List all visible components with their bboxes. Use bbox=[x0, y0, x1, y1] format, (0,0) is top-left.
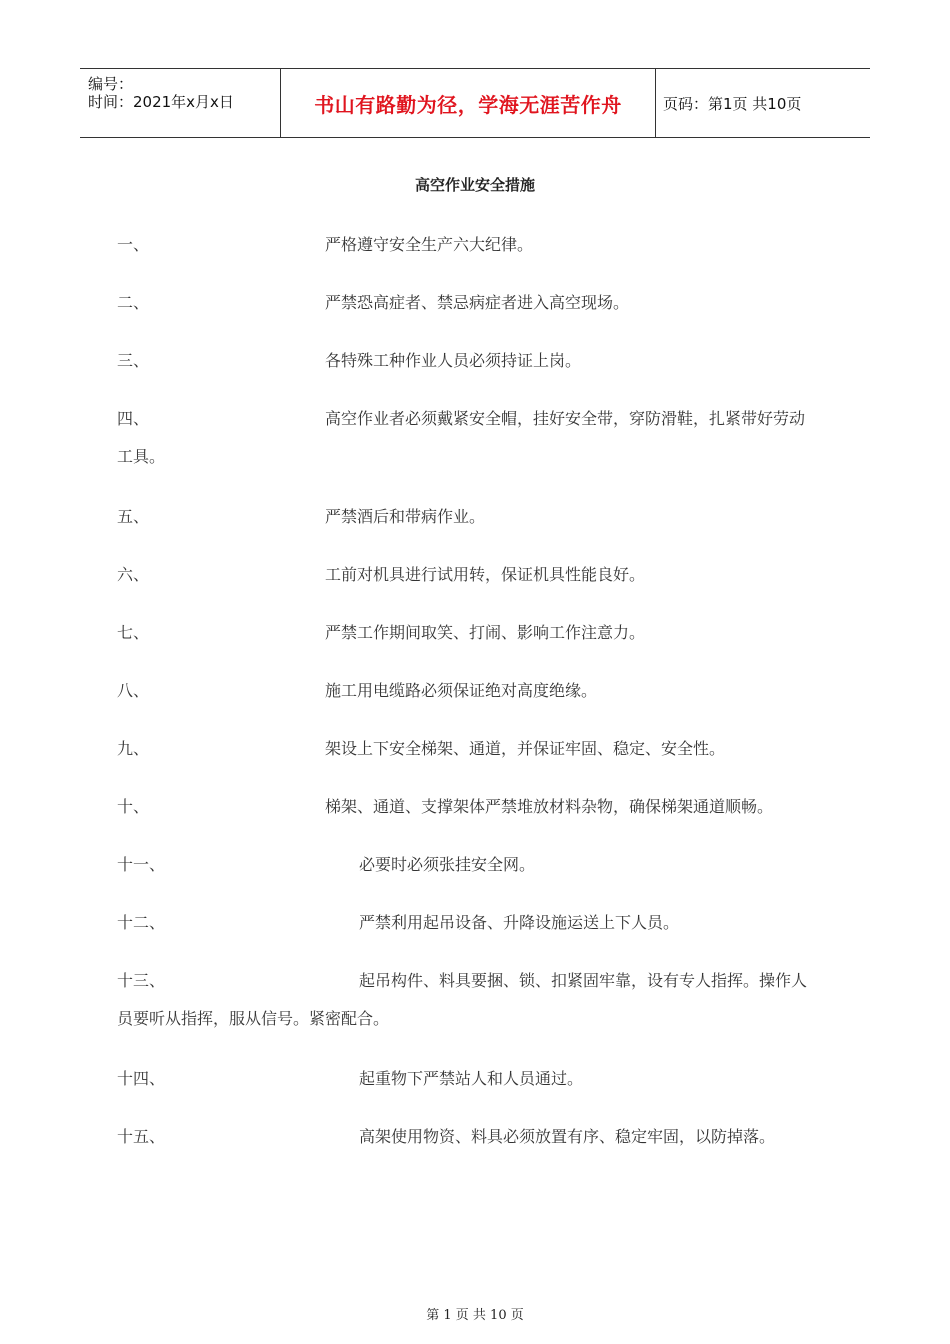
document-title: 高空作业安全措施 bbox=[414, 176, 535, 194]
item-text: 严禁酒后和带病作业。 bbox=[325, 507, 486, 526]
item-text: 严禁恐高症者、禁忌病症者进入高空现场。 bbox=[325, 293, 630, 312]
item-number: 五、 bbox=[117, 507, 150, 526]
time-label: 时间：2021年x月x日 bbox=[88, 93, 234, 111]
page-footer: 第 1 页 共 10 页 bbox=[426, 1308, 524, 1323]
item-number: 十一、 bbox=[117, 855, 166, 874]
item-number: 七、 bbox=[117, 623, 150, 642]
item-number: 十三、 bbox=[117, 971, 166, 990]
item-number: 九、 bbox=[117, 739, 150, 758]
item-text: 起吊构件、料具要捆、锁、扣紧固牢靠，设有专人指挥。操作人 bbox=[359, 971, 808, 990]
item-number: 三、 bbox=[117, 351, 150, 370]
item-text: 起重物下严禁站人和人员通过。 bbox=[359, 1069, 584, 1088]
item-number: 二、 bbox=[117, 293, 150, 312]
item-text: 工前对机具进行试用转，保证机具性能良好。 bbox=[325, 565, 646, 584]
item-number: 十二、 bbox=[117, 913, 166, 932]
item-text: 梯架、通道、支撑架体严禁堆放材料杂物，确保梯架通道顺畅。 bbox=[325, 797, 774, 816]
item-text-continuation: 工具。 bbox=[117, 447, 166, 466]
header-page-cell bbox=[655, 69, 878, 137]
item-text: 各特殊工种作业人员必须持证上岗。 bbox=[325, 351, 582, 370]
header-motto-cell bbox=[280, 69, 656, 137]
item-text: 高空作业者必须戴紧安全帽，挂好安全带，穿防滑鞋，扎紧带好劳动 bbox=[325, 409, 806, 428]
item-text-continuation: 员要听从指挥，服从信号。紧密配合。 bbox=[117, 1009, 390, 1028]
item-number: 十四、 bbox=[117, 1069, 166, 1088]
item-text: 严禁利用起吊设备、升降设施运送上下人员。 bbox=[359, 913, 680, 932]
item-number: 四、 bbox=[117, 409, 150, 428]
item-text: 严格遵守安全生产六大纪律。 bbox=[325, 235, 534, 254]
item-number: 八、 bbox=[117, 681, 150, 700]
item-number: 六、 bbox=[117, 565, 150, 584]
item-text: 架设上下安全梯架、通道，并保证牢固、稳定、安全性。 bbox=[325, 739, 726, 758]
item-number: 十五、 bbox=[117, 1127, 166, 1146]
item-text: 严禁工作期间取笑、打闹、影响工作注意力。 bbox=[325, 623, 646, 642]
item-text: 必要时必须张挂安全网。 bbox=[359, 855, 536, 874]
item-text: 施工用电缆路必须保证绝对高度绝缘。 bbox=[325, 681, 598, 700]
item-number: 十、 bbox=[117, 797, 150, 816]
page-info: 页码：第1页 共10页 bbox=[663, 94, 802, 113]
item-text: 高架使用物资、料具必须放置有序、稳定牢固，以防掉落。 bbox=[359, 1127, 776, 1146]
item-number: 一、 bbox=[117, 235, 150, 254]
header-info-cell bbox=[80, 69, 280, 137]
number-label: 编号： bbox=[88, 75, 134, 93]
motto-text: 书山有路勤为径，学海无涯苦作舟 bbox=[314, 92, 622, 117]
document-header bbox=[80, 68, 870, 138]
